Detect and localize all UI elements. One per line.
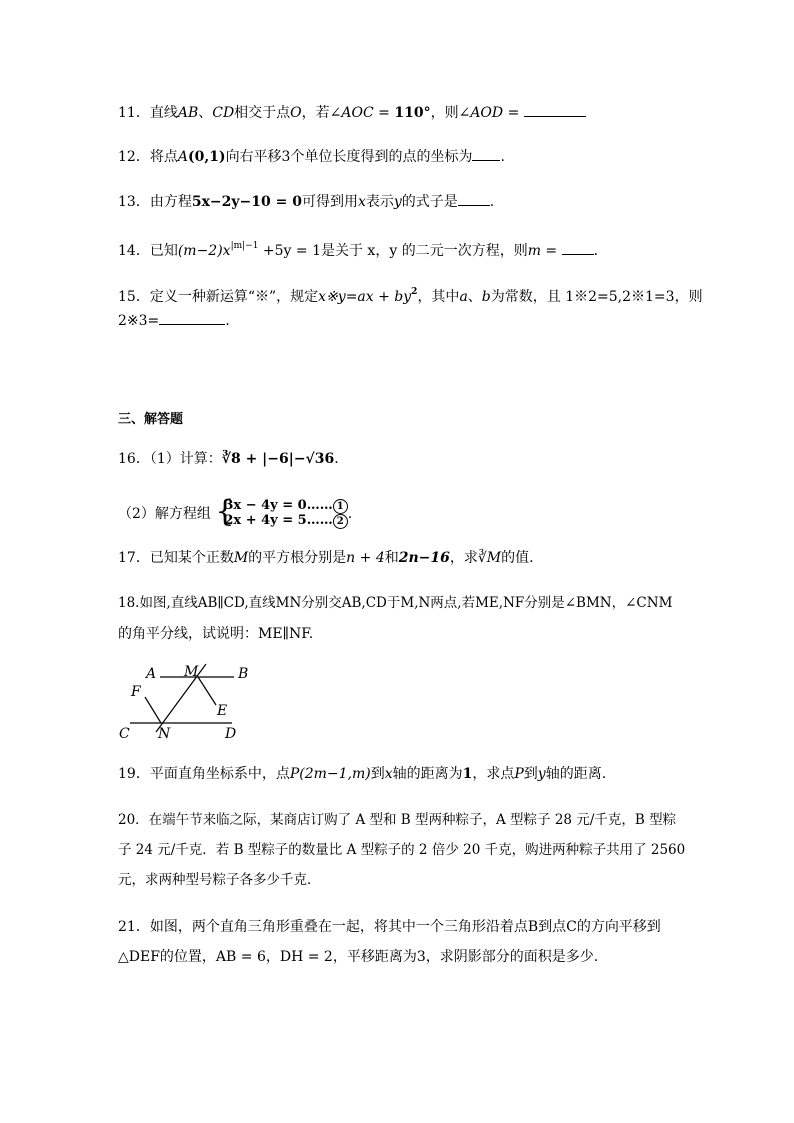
text: ，则∠: [430, 105, 471, 121]
equation-row-2: 2x + 4y = 5……: [224, 513, 333, 528]
label-B: B: [238, 666, 249, 682]
math-exponent: 2: [411, 287, 418, 297]
text: 的式子是: [401, 194, 458, 210]
text: 表示: [365, 194, 394, 210]
math-var: a: [459, 289, 468, 305]
question-20-line3: 元，求两种型号粽子各多少千克．: [118, 872, 321, 888]
text: 、: [467, 289, 482, 305]
text: 到: [370, 766, 385, 782]
question-18: 18.如图,直线AB∥CD,直线MN分别交AB,CD于M,N两点,若ME,NF分别是∠BMN，∠CNM: [118, 595, 673, 611]
question-number: 13．: [118, 194, 150, 210]
text: .: [593, 243, 599, 259]
question-15: [118, 282, 703, 307]
text: 相交于点: [234, 105, 291, 121]
text: 向右平移3个单位长度得到的点的坐标为: [225, 149, 473, 165]
text: 、: [198, 105, 213, 121]
math-value: (0,1): [187, 149, 226, 165]
math-var: P: [514, 766, 524, 782]
question-21-line1: 21．如图，两个直角三角形重叠在一起，将其中一个三角形沿着点B到点C的方向平移到: [118, 919, 661, 935]
text: .: [347, 506, 353, 522]
label-D: D: [225, 726, 237, 742]
math-expression: +5y = 1: [258, 243, 321, 259]
text: =: [540, 243, 562, 259]
answer-blank[interactable]: [458, 191, 490, 206]
math-expression: ∛8 + |−6|−√36: [221, 451, 335, 467]
question-number: 15．: [118, 289, 150, 305]
math-value: 1: [462, 766, 473, 782]
math-var: y: [393, 194, 402, 210]
text: 平面直角坐标系中，点: [149, 766, 290, 782]
math-expression: x※y=ax + by: [318, 289, 412, 305]
answer-blank[interactable]: [159, 310, 225, 325]
math-var: m: [527, 243, 541, 259]
label-E: E: [217, 703, 228, 719]
text: 的值.: [501, 550, 534, 566]
question-18-line2: 的角平分线，试说明：ME∥NF.: [118, 626, 314, 642]
question-12: [118, 146, 505, 167]
question-11: [118, 102, 586, 123]
math-var: x: [357, 194, 366, 210]
equation-row-1: 3x − 4y = 0……: [224, 498, 333, 513]
text: 的平方根分别是: [248, 550, 347, 566]
math-var: A: [177, 149, 188, 165]
circled-number: 1: [333, 499, 348, 514]
label-F: F: [131, 684, 141, 700]
question-16-part1: [118, 449, 339, 469]
geometry-figure: [116, 660, 266, 742]
text: 到: [523, 766, 538, 782]
label-A: A: [146, 666, 157, 682]
equation-system: [215, 494, 347, 529]
math-var: y: [537, 766, 546, 782]
question-15-line2: [118, 310, 230, 331]
text: 和: [384, 550, 399, 566]
question-21-line2: △DEF的位置，AB = 6，DH = 2，平移距离为3，求阴影部分的面积是多少.: [118, 949, 599, 965]
question-number: 19．: [118, 766, 150, 782]
text: 轴的距离为: [392, 766, 463, 782]
math-var: b: [481, 289, 491, 305]
text: 将点: [149, 149, 178, 165]
math-var: AOD: [470, 105, 504, 121]
math-var: AB: [177, 105, 199, 121]
text: 直线: [149, 105, 178, 121]
question-16-part2: [118, 494, 353, 529]
question-20-line1: 20．在端午节来临之际，某商店订购了 A 型和 B 型两种粽子，A 型粽子 28 元/千克，B 型粽: [118, 812, 677, 828]
text: =: [373, 105, 395, 121]
text: ，其中: [417, 289, 460, 305]
math-var: x: [384, 766, 393, 782]
circled-number: 2: [333, 514, 348, 529]
math-expression: n + 4: [346, 550, 385, 566]
question-19: [118, 764, 606, 784]
question-number: 17．: [118, 550, 150, 566]
text: =: [503, 105, 524, 121]
question-number: 14．: [118, 243, 150, 259]
text: （2）解方程组: [118, 506, 211, 522]
math-expression: P(2m−1,m): [289, 766, 371, 782]
label-N: N: [158, 726, 171, 742]
math-var: O: [290, 105, 302, 121]
text: 2※3=: [118, 313, 160, 329]
math-var: AOC: [341, 105, 374, 121]
math-value: 110°: [394, 105, 431, 121]
answer-blank[interactable]: [562, 240, 594, 255]
text: 定义一种新运算“※”，规定: [149, 289, 319, 305]
text: 是关于 x，y 的二元一次方程，则: [320, 243, 528, 259]
question-number: 11．: [118, 105, 150, 121]
answer-blank[interactable]: [472, 146, 500, 161]
question-number: 12．: [118, 149, 150, 165]
text: .: [489, 194, 495, 210]
math-equation: 5x−2y−10 = 0: [191, 194, 302, 210]
math-var: CD: [212, 105, 235, 121]
text: .: [334, 451, 339, 467]
text: 已知某个正数: [149, 550, 234, 566]
question-number: 16．: [118, 451, 150, 467]
line-nf: [145, 697, 161, 723]
question-17: [118, 548, 534, 568]
math-expression: (m−2)x: [177, 243, 231, 259]
math-var: M: [233, 550, 249, 566]
question-13: [118, 191, 494, 212]
section-heading: 三、解答题: [118, 412, 184, 427]
math-expression: 2n−16: [398, 550, 450, 566]
math-expression: ∛M: [477, 550, 502, 566]
label-M: M: [184, 664, 199, 680]
text: .: [225, 313, 230, 329]
text: 为常数，且 1※2=5,2※1=3，则: [490, 289, 703, 305]
label-C: C: [119, 726, 130, 742]
line-mn: [156, 664, 206, 732]
question-20-line2: 子 24 元/千克．若 B 型粽子的数量比 A 型粽子的 2 倍少 20 千克，购进两种粽子共用了 2560: [118, 842, 686, 858]
text: 由方程: [149, 194, 192, 210]
brace-icon: {: [215, 494, 235, 529]
text: ，求点: [472, 766, 515, 782]
text: 轴的距离.: [545, 766, 607, 782]
text: 已知: [149, 243, 178, 259]
answer-blank[interactable]: [524, 102, 586, 117]
line-me: [198, 677, 216, 705]
question-14: [118, 236, 598, 261]
text: ，若∠: [301, 105, 342, 121]
text: 可得到用: [301, 194, 358, 210]
text: （1）计算：: [149, 451, 222, 467]
text: ，求: [449, 550, 478, 566]
text: .: [500, 149, 505, 165]
math-exponent: |m|−1: [230, 241, 259, 251]
